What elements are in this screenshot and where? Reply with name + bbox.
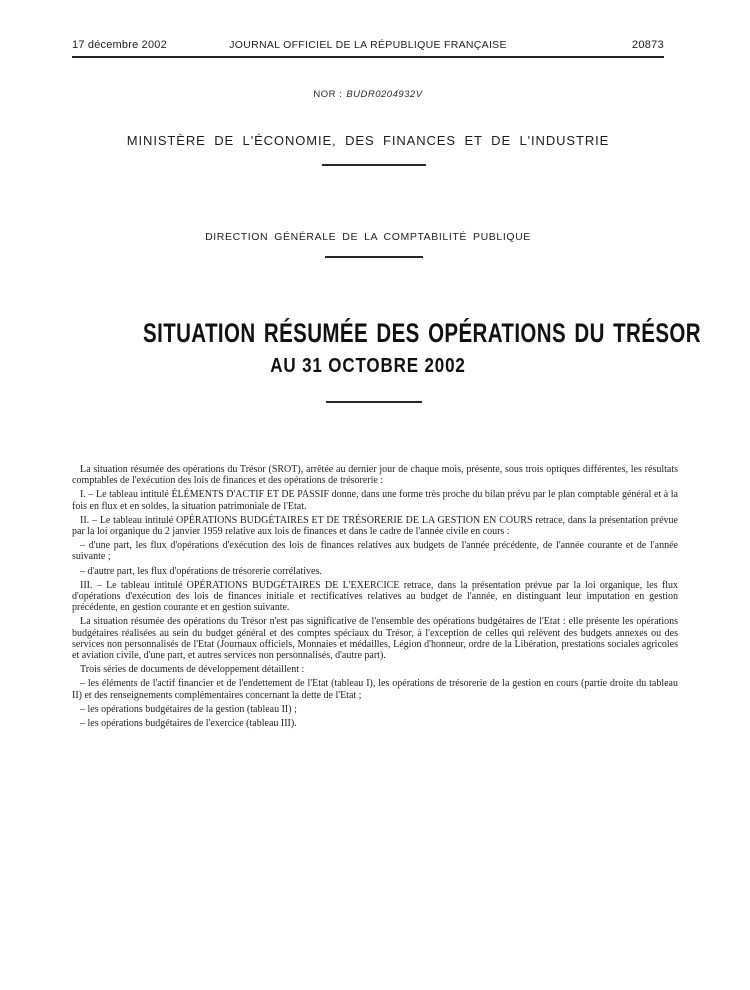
nor-label: NOR : — [313, 89, 343, 100]
paragraph-point-1: I. – Le tableau intitulé ÉLÉMENTS D'ACTIF ET DE PASSIF donne, dans une forme très proche du bilan prévu par le plan comptable général et à la fois en flux et en soldes, la situation patrimoniale de l'Etat. — [72, 489, 678, 512]
header-rule — [72, 56, 664, 58]
paragraph-point-2: II. – Le tableau intitulé OPÉRATIONS BUDGÉTAIRES ET DE TRÉSORERIE DE LA GESTION EN COURS retrace, dans la présentation prévue par la loi organique du 2 janvier 1959 relative aux lois de finances et dans le cadre de l'année civile en cours : — [72, 514, 678, 538]
page-header — [72, 37, 664, 53]
paragraph-series-item-3: – les opérations budgétaires de l'exercice (tableau III). — [80, 718, 297, 730]
section-divider-2 — [325, 256, 423, 258]
document-body — [72, 464, 678, 729]
nor-line — [72, 89, 664, 100]
section-divider-1 — [322, 164, 426, 166]
paragraph-series-item-1: – les éléments de l'actif financier et de l'endettement de l'Etat (tableau I), les opérations de trésorerie de la gestion en cours (partie droite du tableau II) et des renseignements complémentaires concernant la dette de l'Etat ; — [72, 678, 678, 701]
document-title: SITUATION RÉSUMÉE DES OPÉRATIONS DU TRÉSOR — [143, 318, 701, 348]
paragraph-intro: La situation résumée des opérations du Trésor (SROT), arrêtée au dernier jour de chaque mois, présente, sous trois optiques différentes, les résultats comptables de l'exécution des lois de finances et des opérations de trésorerie : — [72, 464, 678, 487]
ministry-heading: MINISTÈRE DE L'ÉCONOMIE, DES FINANCES ET DE L'INDUSTRIE — [126, 133, 610, 148]
paragraph-point-3: III. – Le tableau intitulé OPÉRATIONS BUDGÉTAIRES DE L'EXERCICE retrace, dans la présentation prévue par la loi organique, les flux d'opérations d'exécution des lois de finances initiale et rectificatives relatives au budget de l'année, en distinguant leur imputation en gestion précédente, en gestion courante et en gestion suivante. — [72, 579, 678, 614]
header-journal-title: JOURNAL OFFICIEL DE LA RÉPUBLIQUE FRANÇAISE — [229, 39, 507, 51]
section-divider-3 — [326, 401, 422, 403]
header-date: 17 décembre 2002 — [72, 39, 167, 51]
paragraph-dash-autre-part: – d'autre part, les flux d'opérations de trésorerie corrélatives. — [80, 565, 322, 577]
direction-heading: DIRECTION GÉNÉRALE DE LA COMPTABILITÉ PUBLIQUE — [205, 231, 531, 243]
nor-code: BUDR0204932V — [346, 89, 423, 100]
paragraph-dash-une-part: – d'une part, les flux d'opérations d'exécution des lois de finances relatives aux budgets de l'année précédente, de l'année courante et de l'année suivante ; — [72, 540, 678, 563]
document-subtitle: AU 31 OCTOBRE 2002 — [270, 355, 466, 377]
paragraph-scope-note: La situation résumée des opérations du Trésor n'est pas significative de l'ensemble des opérations budgétaires de l'Etat : elle présente les opérations budgétaires réalisées au sein du budget général et des comptes spéciaux du Trésor, à l'exception de celles qui relèvent des budgets annexes ou des services non personnalisés de l'Etat (Journaux officiels, Monnaies et médailles, Légion d'honneur, ordre de la Libération, prestations sociales agricoles et aviation civile, d'une part, et autres services non personnalisés, d'autre part). — [72, 616, 678, 662]
paragraph-series-item-2: – les opérations budgétaires de la gestion (tableau II) ; — [80, 703, 297, 715]
paragraph-series-intro: Trois séries de documents de développement détaillent : — [80, 664, 305, 676]
header-page-number: 20873 — [631, 39, 664, 51]
